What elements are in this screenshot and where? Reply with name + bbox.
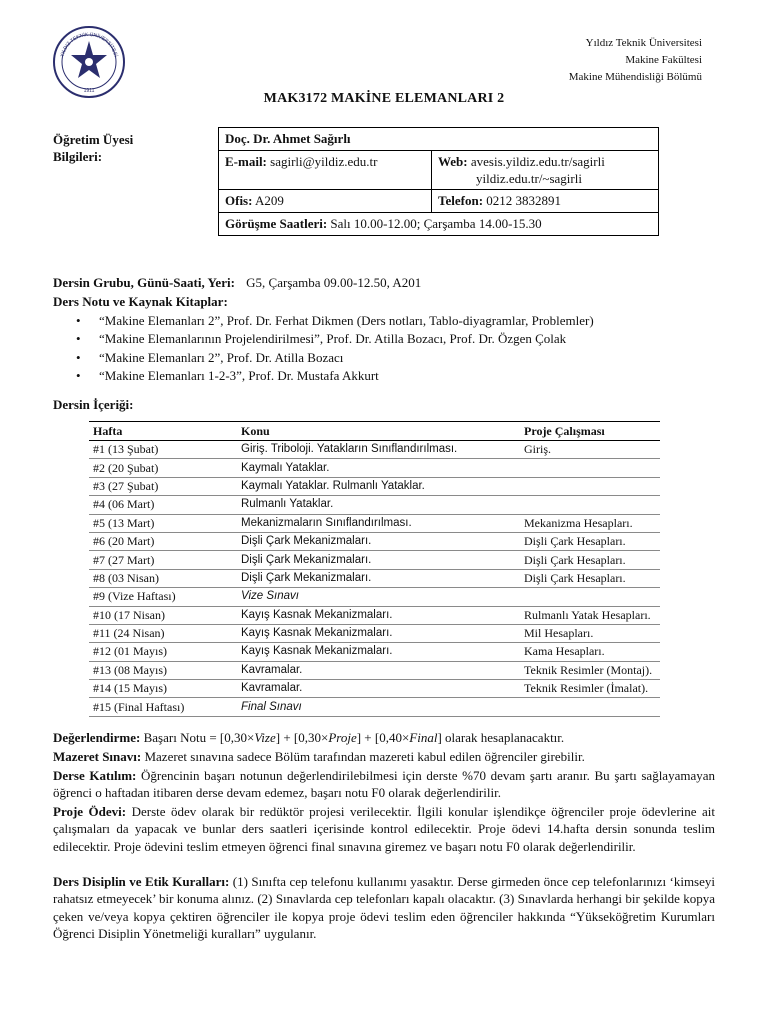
email-link[interactable]: sagirli@yildiz.edu.tr bbox=[270, 154, 378, 169]
phone-cell: Telefon: 0212 3832891 bbox=[432, 190, 659, 213]
makeup-label: Mazeret Sınavı: bbox=[53, 749, 142, 764]
instructor-name: Doç. Dr. Ahmet Sağırlı bbox=[219, 128, 659, 151]
col-header-project: Proje Çalışması bbox=[520, 422, 660, 441]
web-cell: Web: avesis.yildiz.edu.tr/sagirli yildiz.edu.tr/~sagirli bbox=[432, 151, 659, 190]
institution-block bbox=[569, 35, 702, 86]
table-row: #15 (Final Haftası) Final Sınavı bbox=[89, 698, 660, 716]
instructor-section-label: Öğretim Üyesi Bilgileri: bbox=[53, 132, 134, 164]
grading-paragraph: Değerlendirme: Başarı Notu = [0,30×Vize] + [0,30×Proje] + [0,40×Final] olarak hesaplanacaktır. bbox=[53, 730, 565, 745]
book-item: • “Makine Elemanları 2”, Prof. Dr. Ferhat Dikmen (Ders notları, Tablo-diyagramlar, Problemler) bbox=[53, 312, 594, 330]
table-row: #1 (13 Şubat) Giriş. Triboloji. Yatakların Sınıflandırılması. Giriş. bbox=[89, 441, 660, 459]
discipline-paragraph: Ders Disiplin ve Etik Kuralları: (1) Sınıfta cep telefonu kullanımı yasaktır. Derse girmeden önce cep telefonlarınızı ‘kimseyi rahatsız etmeyecek’ bir konuma alınız. (2) Sınavlarda cep telefonları kapalı olacaktır. (3) Sınavlarda herhangi bir şekilde kopya çeken ve/veya kopya çektiren öğrenciler ile kopya proje ödevi teslim eden öğrenciler hakkında “Yükseköğretim Kurumları Öğrenci Disiplin Yönetmeliği kuralları” uygulanır. bbox=[53, 874, 715, 942]
office-value: A209 bbox=[255, 193, 284, 208]
project-label: Proje Ödevi: bbox=[53, 804, 127, 819]
course-group-value: G5, Çarşamba 09.00-12.50, A201 bbox=[246, 275, 422, 290]
discipline-label: Ders Disiplin ve Etik Kuralları: bbox=[53, 874, 230, 889]
col-header-topic: Konu bbox=[237, 422, 520, 441]
office-cell: Ofis: A209 bbox=[219, 190, 432, 213]
table-row: #8 (03 Nisan) Dişli Çark Mekanizmaları. Dişli Çark Hesapları. bbox=[89, 569, 660, 587]
table-row: #2 (20 Şubat) Kaymalı Yataklar. bbox=[89, 459, 660, 477]
email-cell: E-mail: sagirli@yildiz.edu.tr bbox=[219, 151, 432, 190]
office-hours-cell: Görüşme Saatleri: Salı 10.00-12.00; Çarşamba 14.00-15.30 bbox=[219, 213, 659, 236]
svg-text:1911: 1911 bbox=[83, 88, 95, 94]
table-row: #11 (24 Nisan) Kayış Kasnak Mekanizmaları. Mil Hesapları. bbox=[89, 624, 660, 642]
phone-value: 0212 3832891 bbox=[486, 193, 562, 208]
course-group-line bbox=[53, 275, 421, 291]
books-list bbox=[53, 312, 594, 385]
web-link-1[interactable]: avesis.yildiz.edu.tr/sagirli bbox=[470, 154, 605, 169]
project-paragraph: Proje Ödevi: Derste ödev olarak bir redüktör projesi verilecektir. İlgili konular işlendikçe öğrenciler proje ödevlerine ait çalışmaları da yapacak ve bunlar ders saatleri içerisinde kontrol edilecektir. Proje ödevi 14.hafta dersin sonunda teslim edilecektir. Proje ödevini teslim etmeyen öğrenci final sınavına giremez ve başarı notu F0 olarak değerlendirilir. bbox=[53, 804, 715, 854]
svg-text:YILDIZ TEKNİK ÜNİVERSİTESİ: YILDIZ TEKNİK ÜNİVERSİTESİ bbox=[59, 31, 119, 58]
university-name: Yıldız Teknik Üniversitesi bbox=[585, 37, 702, 49]
makeup-paragraph: Mazeret Sınavı: Mazeret sınavına sadece Bölüm tarafından mazereti kabul edilen öğrenciler girebilir. bbox=[53, 749, 585, 764]
table-row: #14 (15 Mayıs) Kavramalar. Teknik Resimler (İmalat). bbox=[89, 680, 660, 698]
book-item: • “Makine Elemanlarının Projelendirilmesi”, Prof. Dr. Atilla Bozacı, Prof. Dr. Özgen Çolak bbox=[53, 330, 594, 348]
table-row: #12 (01 Mayıs) Kayış Kasnak Mekanizmaları. Kama Hesapları. bbox=[89, 643, 660, 661]
course-group-label: Dersin Grubu, Günü-Saati, Yeri: bbox=[53, 275, 235, 290]
course-title: MAK3172 MAKİNE ELEMANLARI 2 bbox=[263, 91, 505, 106]
table-row: #4 (06 Mart) Rulmanlı Yataklar. bbox=[89, 496, 660, 514]
table-row: #3 (27 Şubat) Kaymalı Yataklar. Rulmanlı Yataklar. bbox=[89, 477, 660, 495]
university-seal-icon bbox=[52, 25, 126, 99]
content-label: Dersin İçeriği: bbox=[53, 397, 134, 412]
table-row: #10 (17 Nisan) Kayış Kasnak Mekanizmaları. Rulmanlı Yatak Hesapları. bbox=[89, 606, 660, 624]
office-hours-value: Salı 10.00-12.00; Çarşamba 14.00-15.30 bbox=[330, 216, 542, 231]
table-row: #9 (Vize Haftası) Vize Sınavı bbox=[89, 588, 660, 606]
table-row: #13 (08 Mayıs) Kavramalar. Teknik Resimler (Montaj). bbox=[89, 661, 660, 679]
web-link-2[interactable]: yildiz.edu.tr/~sagirli bbox=[476, 171, 582, 186]
faculty-name: Makine Fakültesi bbox=[625, 54, 702, 66]
attendance-paragraph: Derse Katılım: Öğrencinin başarı notunun değerlendirilebilmesi için derste %70 devam şartı aranır. Bu şartı sağlayamayan öğrenci o haftadan itibaren derse devam edemez, başarı notu F0 olarak değerlendirilir. bbox=[53, 768, 715, 801]
grading-label: Değerlendirme: bbox=[53, 730, 141, 745]
book-item: • “Makine Elemanları 2”, Prof. Dr. Atilla Bozacı bbox=[53, 349, 594, 367]
schedule-table bbox=[89, 421, 660, 717]
table-row: #5 (13 Mart) Mekanizmaların Sınıflandırılması. Mekanizma Hesapları. bbox=[89, 514, 660, 532]
schedule-header-row bbox=[89, 422, 660, 441]
table-row: #6 (20 Mart) Dişli Çark Mekanizmaları. Dişli Çark Hesapları. bbox=[89, 532, 660, 550]
department-name: Makine Mühendisliği Bölümü bbox=[568, 71, 702, 83]
table-row: #7 (27 Mart) Dişli Çark Mekanizmaları. Dişli Çark Hesapları. bbox=[89, 551, 660, 569]
attendance-label: Derse Katılım: bbox=[53, 768, 137, 783]
books-label: Ders Notu ve Kaynak Kitaplar: bbox=[53, 294, 228, 309]
book-item: • “Makine Elemanları 1-2-3”, Prof. Dr. Mustafa Akkurt bbox=[53, 367, 594, 385]
instructor-info-table bbox=[218, 127, 659, 236]
col-header-week: Hafta bbox=[89, 422, 237, 441]
